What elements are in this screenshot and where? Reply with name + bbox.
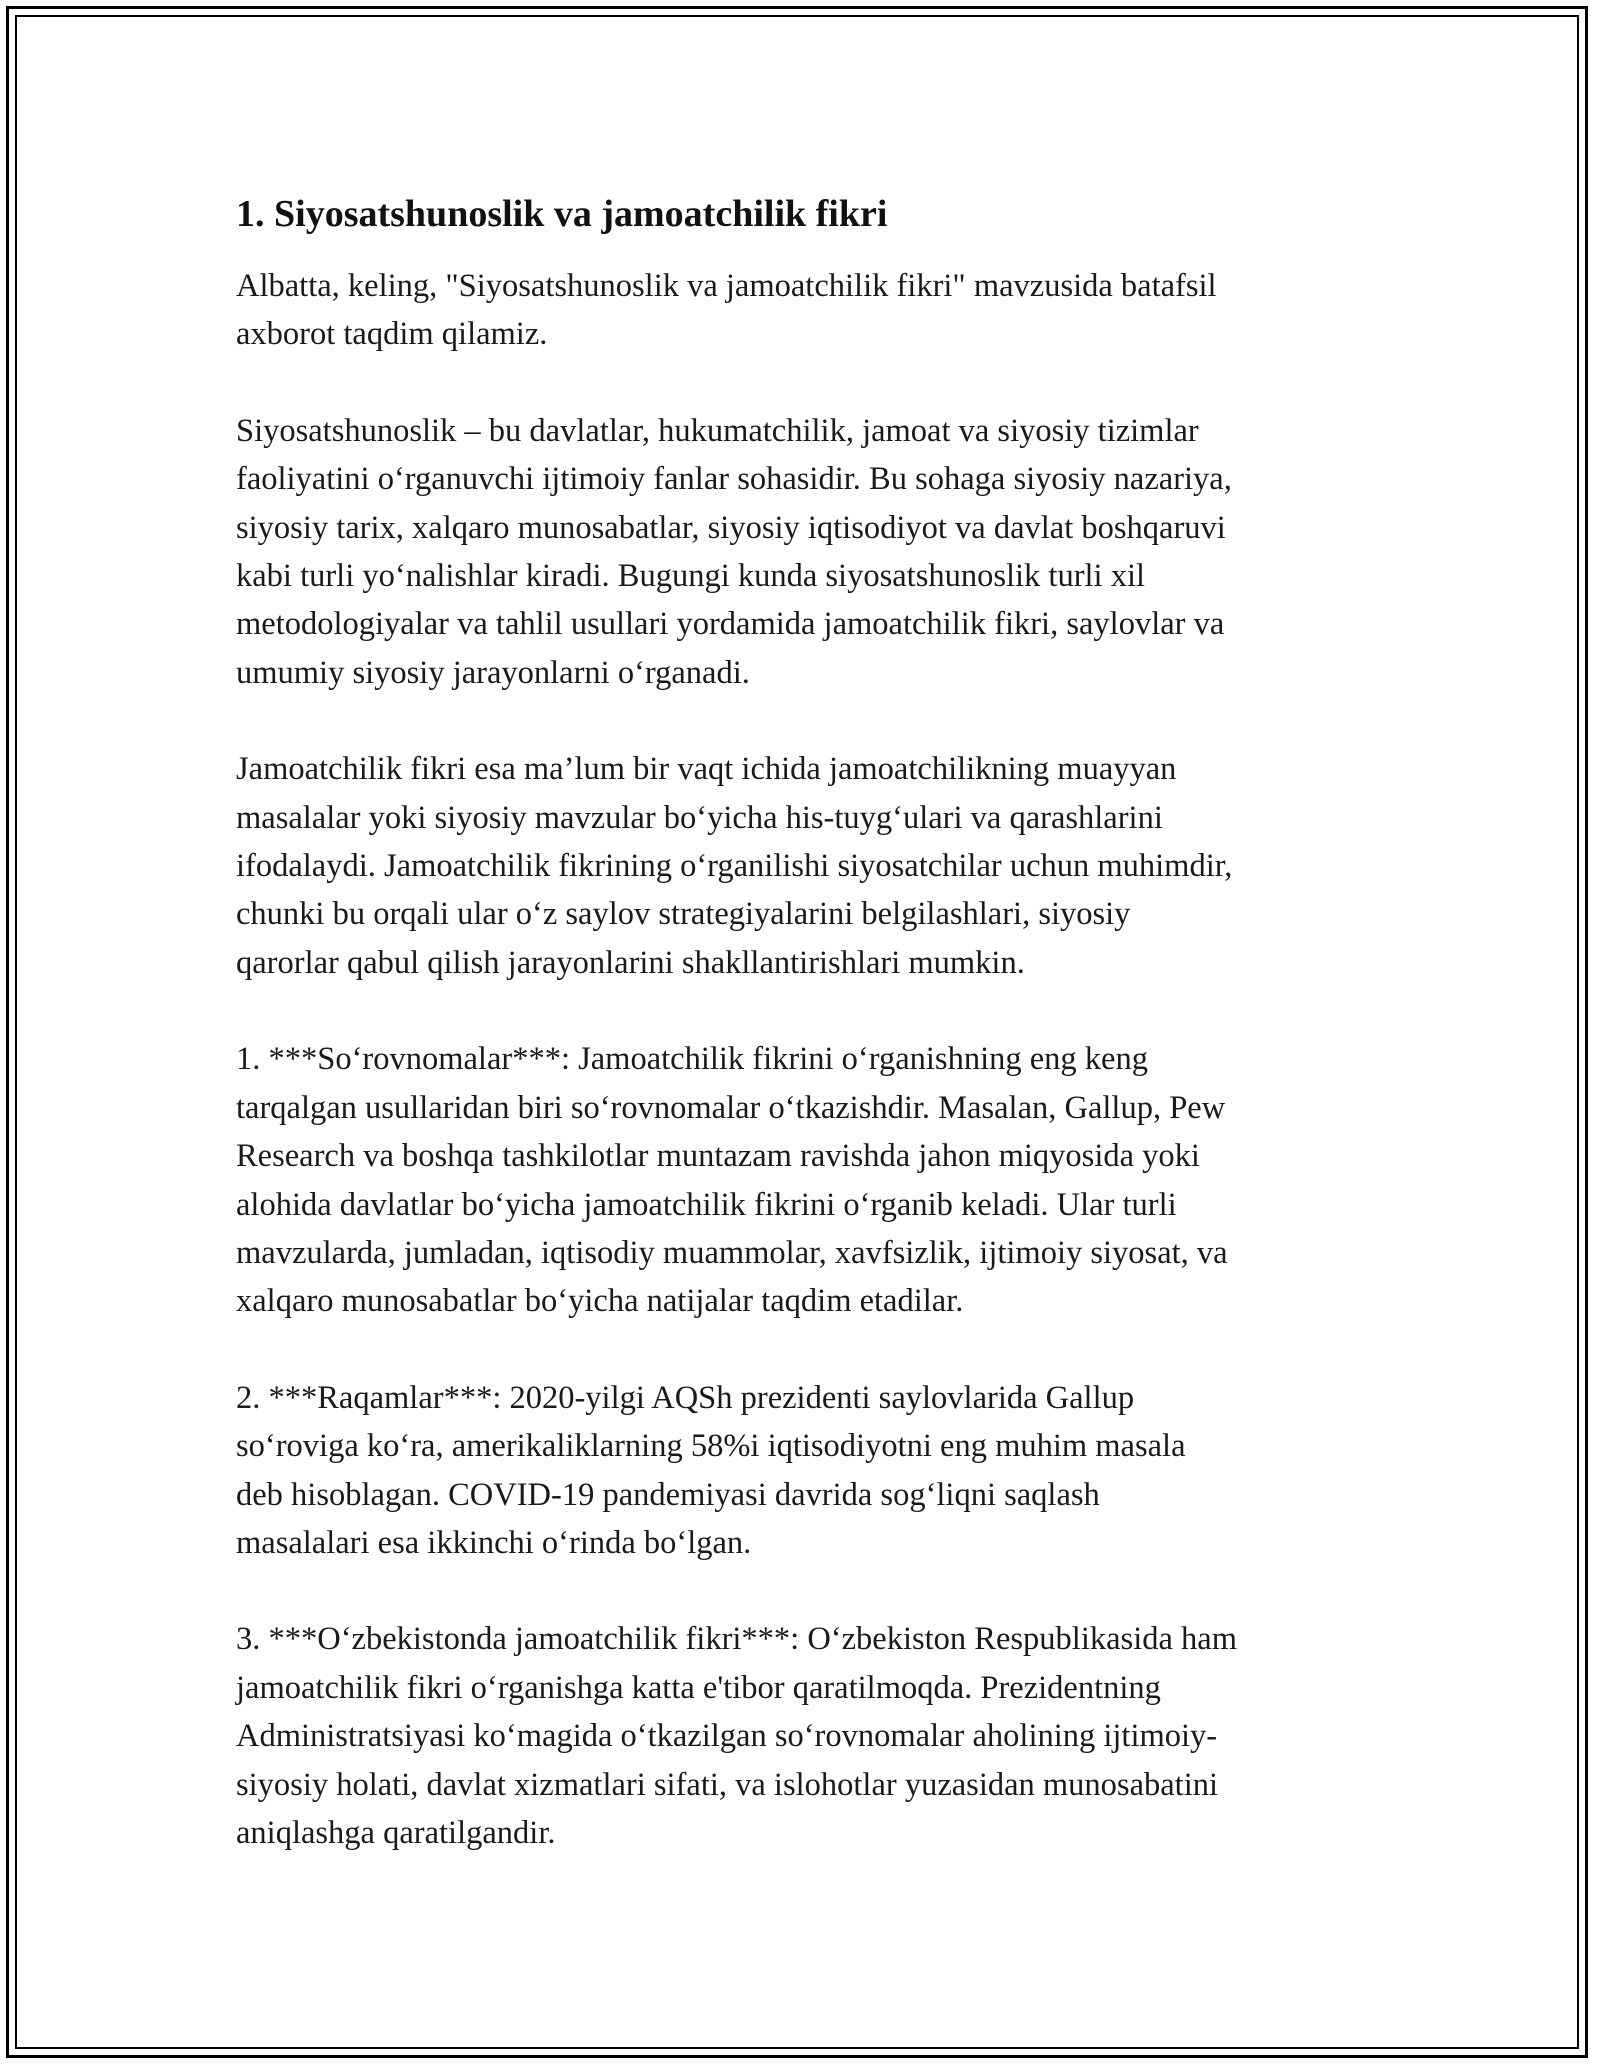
definition-paragraph: Siyosatshunoslik – bu davlatlar, hukumatchilik, jamoat va siyosiy tizimlar faoliyatini o‘rganuvchi ijtimoiy fanlar sohasidir. Bu sohaga siyosiy nazariya, siyosiy tarix, xalqaro munosabatlar, siyosiy iqtisodiyot va davlat boshqaruvi kabi turli yo‘nalishlar kiradi. Bugungi kunda siyosatshunoslik turli xil metodologiyalar va tahlil usullari yordamida jamoatchilik fikri, saylovlar va umumiy siyosiy jarayonlarni o‘rganadi. bbox=[236, 412, 1232, 691]
uzbekistan-paragraph: 3. ***O‘zbekistonda jamoatchilik fikri***: O‘zbekiston Respublikasida ham jamoatchilik fikri o‘rganishga katta e'tibor qaratilmoqda. Prezidentning Administratsiyasi ko‘magida o‘tkazilgan so‘rovnomalar aholining ijtimoiy- siyosiy holati, davlat xizmatlari sifati, va islohotlar yuzasidan munosabatini aniqlashga qaratilgandir. bbox=[236, 1621, 1237, 1851]
figures-paragraph: 2. ***Raqamlar***: 2020-yilgi AQSh prezidenti saylovlarida Gallup so‘roviga ko‘ra, amerikaliklarning 58%i iqtisodiyotni eng muhim masala deb hisoblagan. COVID-19 pandemiyasi davrida sog‘liqni saqlash masalalari esa ikkinchi o‘rinda bo‘lgan. bbox=[236, 1379, 1186, 1561]
surveys-paragraph: 1. ***So‘rovnomalar***: Jamoatchilik fikrini o‘rganishning eng keng tarqalgan usullaridan biri so‘rovnomalar o‘tkazishdir. Masalan, Gallup, Pew Research va boshqa tashkilotlar muntazam ravishda jahon miqyosida yoki alohida davlatlar bo‘yicha jamoatchilik fikrini o‘rganib keladi. Ular turli mavzularda, jumladan, iqtisodiy muammolar, xavfsizlik, ijtimoiy siyosat, va xalqaro munosabatlar bo‘yicha natijalar taqdim etadilar. bbox=[236, 1041, 1228, 1320]
intro-paragraph: Albatta, keling, "Siyosatshunoslik va jamoatchilik fikri" mavzusida batafsil axborot taqdim qilamiz. bbox=[236, 268, 1217, 353]
public-opinion-paragraph: Jamoatchilik fikri esa ma’lum bir vaqt ichida jamoatchilikning muayyan masalalar yoki siyosiy mavzular bo‘yicha his-tuyg‘ulari va qarashlarini ifodalaydi. Jamoatchilik fikrining o‘rganilishi siyosatchilar uchun muhimdir, chunki bu orqali ular o‘z saylov strategiyalarini belgilashlari, siyosiy qarorlar qabul qilish jarayonlarini shakllantirishlari mumkin. bbox=[236, 751, 1233, 981]
document-title: 1. Siyosatshunoslik va jamoatchilik fikri bbox=[236, 193, 888, 235]
document-body bbox=[236, 188, 1396, 1857]
